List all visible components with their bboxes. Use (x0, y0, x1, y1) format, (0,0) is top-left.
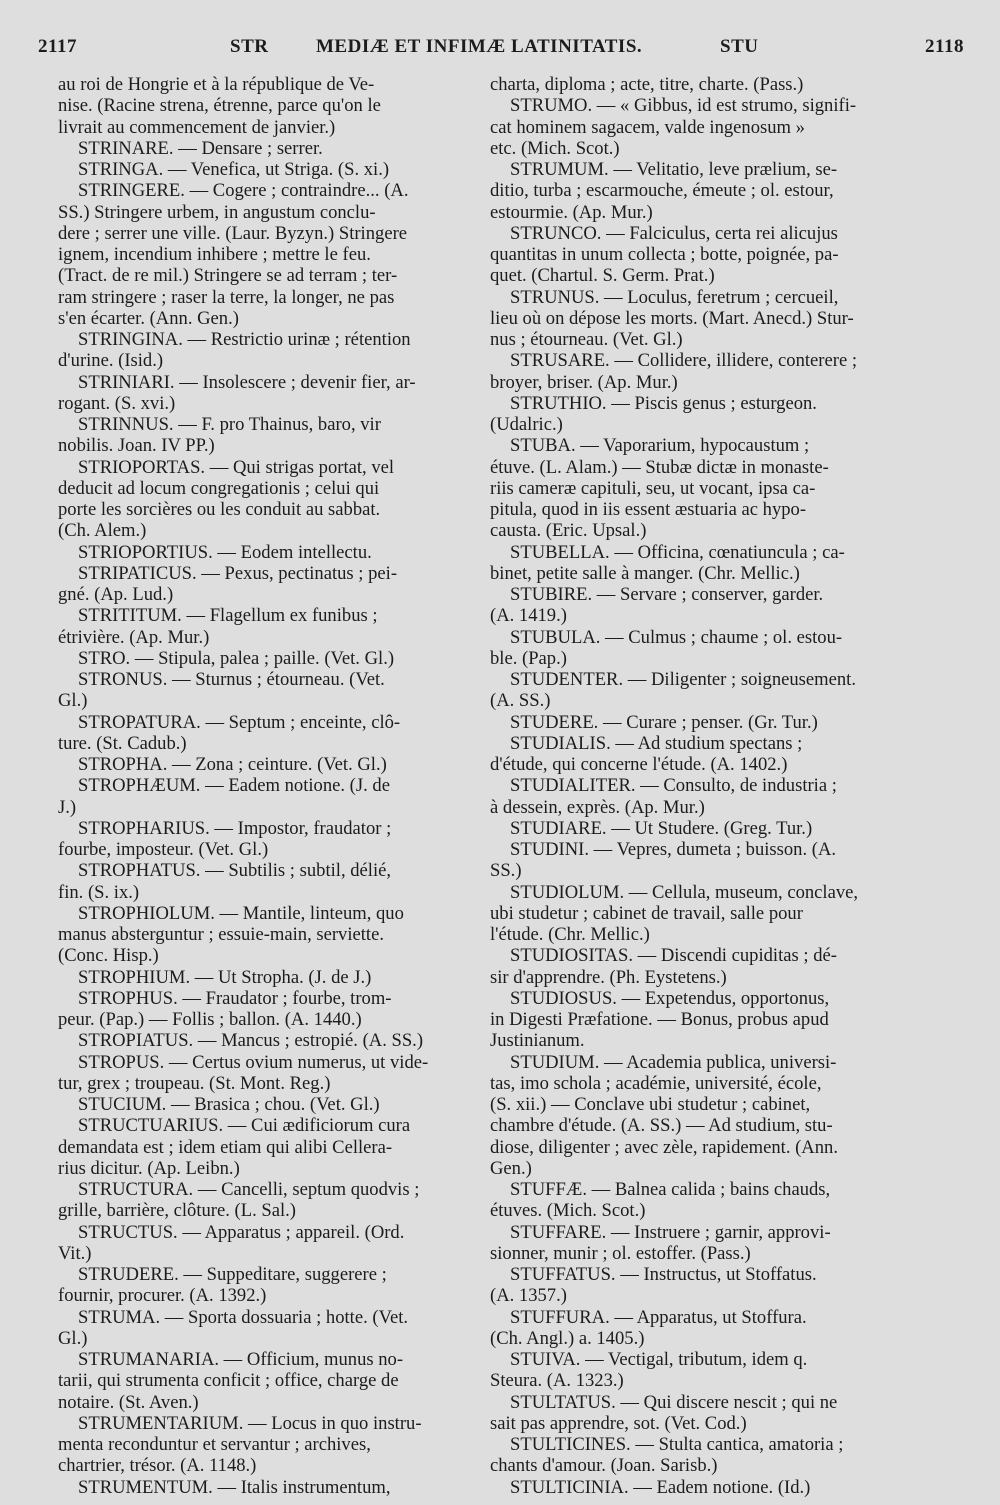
entry-text-line: grille, barrière, clôture. (L. Sal.) (58, 1200, 296, 1222)
entry-headword-line: STUBULA. — Culmus ; chaume ; ol. estou- (510, 626, 843, 648)
entry-text-line: fin. (S. ix.) (58, 881, 140, 903)
entry-headword-line: STRUNUS. — Loculus, feretrum ; cercueil, (510, 286, 839, 308)
right-running-head: STU (720, 36, 759, 57)
entry-headword-line: STRUMENTARIUM. — Locus in quo instru- (78, 1412, 422, 1434)
entry-headword-line: STROPIATUS. — Mancus ; estropié. (A. SS.) (78, 1030, 424, 1052)
entry-text-line: étuve. (L. Alam.) — Stubæ dictæ in monaste- (490, 456, 829, 478)
entry-headword-line: STUDIOSITAS. — Discendi cupiditas ; dé- (510, 945, 837, 967)
entry-text-line: ture. (St. Cadub.) (58, 732, 187, 754)
entry-text-line: Gl.) (58, 1327, 88, 1349)
entry-text-line: nus ; étourneau. (Vet. Gl.) (490, 329, 683, 350)
entry-headword-line: STRUMUM. — Velitatio, leve prælium, se- (510, 159, 838, 180)
entry-text-line: d'étude, qui concerne l'étude. (A. 1402.) (490, 754, 788, 775)
entry-text-line: manus absterguntur ; essuie-main, serviette. (58, 924, 384, 945)
entry-text-line: Vit.) (58, 1242, 92, 1264)
entry-text-line: (A. 1419.) (490, 605, 567, 627)
entry-headword-line: STRINGINA. — Restrictio urinæ ; rétention (78, 329, 411, 350)
entry-headword-line: STRONUS. — Sturnus ; étourneau. (Vet. (78, 669, 385, 690)
entry-headword-line: STULTICINES. — Stulta cantica, amatoria ; (510, 1434, 844, 1455)
entry-text-line: tur, grex ; troupeau. (St. Mont. Reg.) (58, 1072, 331, 1094)
entry-headword-line: STUDIALITER. — Consulto, de industria ; (510, 775, 837, 797)
entry-headword-line: STUFFÆ. — Balnea calida ; bains chauds, (510, 1179, 831, 1200)
entry-headword-line: STRO. — Stipula, palea ; paille. (Vet. Gl.) (78, 647, 395, 669)
entry-headword-line: STUDENTER. — Diligenter ; soigneusement. (510, 669, 856, 690)
entry-text-line: rius dicitur. (Ap. Leibn.) (58, 1157, 240, 1179)
entry-headword-line: STROPATURA. — Septum ; enceinte, clô- (78, 711, 401, 733)
entry-headword-line: STRINIARI. — Insolescere ; devenir fier, ar- (78, 371, 416, 393)
entry-text-line: charta, diploma ; acte, titre, charte. (Pass.) (490, 74, 804, 95)
entry-text-line: ignem, incendium inhibere ; mettre le feu. (58, 244, 371, 265)
entry-text-line: sionner, munir ; ol. estoffer. (Pass.) (490, 1242, 751, 1264)
entry-text-line: au roi de Hongrie et à la république de Ve- (58, 74, 375, 95)
entry-text-line: Gl.) (58, 690, 88, 712)
entry-headword-line: STUBA. — Vaporarium, hypocaustum ; (510, 435, 810, 457)
entry-text-line: fournir, procurer. (A. 1392.) (58, 1285, 267, 1307)
entry-headword-line: STUDIOSUS. — Expetendus, opportonus, (510, 987, 830, 1009)
entry-text-line: ditio, turba ; escarmouche, émeute ; ol. estour, (490, 180, 834, 202)
entry-text-line: sir d'apprendre. (Ph. Eystetens.) (490, 966, 727, 988)
entry-headword-line: STUIVA. — Vectigal, tributum, idem q. (510, 1349, 808, 1370)
entry-text-line: tarii, qui strumenta conficit ; office, charge de (58, 1370, 399, 1392)
entry-text-line: ble. (Pap.) (490, 647, 567, 669)
entry-headword-line: STUDIUM. — Academia publica, universi- (510, 1051, 837, 1073)
entry-headword-line: STRINARE. — Densare ; serrer. (78, 137, 323, 159)
entry-headword-line: STULTICINIA. — Eadem notione. (Id.) (510, 1476, 811, 1498)
entry-headword-line: STROPHÆUM. — Eadem notione. (J. de (78, 775, 390, 797)
entry-text-line: à dessein, exprès. (Ap. Mur.) (490, 796, 705, 818)
entry-headword-line: STUBIRE. — Servare ; conserver, garder. (510, 584, 824, 605)
entry-text-line: pitula, quod in iis essent æstuaria ac hypo- (490, 499, 807, 520)
running-title: MEDIÆ ET INFIMÆ LATINITATIS. (316, 36, 643, 57)
entry-text-line: chambre d'étude. (A. SS.) — Ad studium, stu- (490, 1115, 833, 1137)
entry-text-line: quet. (Chartul. S. Germ. Prat.) (490, 265, 715, 287)
entry-text-line: d'urine. (Isid.) (58, 350, 164, 372)
entry-headword-line: STRUNCO. — Falciculus, certa rei alicujus (510, 222, 838, 244)
entry-text-line: quantitas in unum collecta ; botte, poignée, pa- (490, 244, 839, 265)
right-column (490, 74, 910, 1498)
entry-text-line: sait pas apprendre, sot. (Vet. Cod.) (490, 1412, 747, 1434)
entry-text-line: rogant. (S. xvi.) (58, 392, 176, 414)
entry-text-line: tas, imo schola ; académie, université, école, (490, 1072, 822, 1094)
entry-headword-line: STUDIARE. — Ut Studere. (Greg. Tur.) (510, 817, 813, 839)
entry-headword-line: STRINGERE. — Cogere ; contraindre... (A. (78, 180, 409, 202)
entry-text-line: in Digesti Præfatione. — Bonus, probus apud (490, 1009, 829, 1030)
entry-headword-line: STRUDERE. — Suppeditare, suggerere ; (78, 1264, 387, 1285)
entry-text-line: cat hominem sagacem, valde ingenosum » (490, 116, 805, 138)
entry-text-line: broyer, briser. (Ap. Mur.) (490, 371, 678, 393)
entry-text-line: l'étude. (Chr. Mellic.) (490, 924, 650, 945)
page-header (38, 36, 964, 66)
entry-text-line: etc. (Mich. Scot.) (490, 137, 620, 159)
left-page-number: 2117 (38, 36, 77, 57)
entry-text-line: SS.) (490, 860, 522, 882)
entry-headword-line: STRITITUM. — Flagellum ex funibus ; (78, 605, 378, 627)
entry-text-line: fourbe, imposteur. (Vet. Gl.) (58, 839, 269, 860)
entry-headword-line: STRUMENTUM. — Italis instrumentum, (78, 1476, 391, 1498)
entry-headword-line: STUDIOLUM. — Cellula, museum, conclave, (510, 881, 859, 903)
entry-text-line: demandata est ; idem etiam qui alibi Cellera- (58, 1136, 393, 1158)
entry-headword-line: STUFFURA. — Apparatus, ut Stoffura. (510, 1306, 807, 1328)
entry-text-line: deducit ad locum congregationis ; celui qui (58, 477, 380, 499)
entry-text-line: binet, petite salle à manger. (Chr. Mellic.) (490, 562, 800, 584)
entry-text-line: livrait au commencement de janvier.) (58, 116, 336, 138)
entry-headword-line: STROPHATUS. — Subtilis ; subtil, délié, (78, 860, 392, 882)
entry-text-line: étuves. (Mich. Scot.) (490, 1200, 646, 1222)
entry-headword-line: STRINGA. — Venefica, ut Striga. (S. xi.) (78, 159, 390, 180)
entry-text-line: (Ch. Alem.) (58, 520, 147, 542)
entry-headword-line: STUDINI. — Vepres, dumeta ; buisson. (A. (510, 839, 837, 860)
entry-headword-line: STROPUS. — Certus ovium numerus, ut vide- (78, 1051, 429, 1073)
entry-text-line: porte les sorcières ou les conduit au sabbat. (58, 499, 381, 520)
entry-headword-line: STRUMANARIA. — Officium, munus no- (78, 1349, 404, 1370)
entry-text-line: causta. (Eric. Upsal.) (490, 520, 647, 542)
right-page-number: 2118 (925, 36, 964, 57)
entry-headword-line: STUBELLA. — Officina, cœnatiuncula ; ca- (510, 541, 845, 563)
entry-text-line: (Tract. de re mil.) Stringere se ad terram ; ter- (58, 265, 398, 287)
entry-text-line: chartrier, trésor. (A. 1148.) (58, 1455, 257, 1477)
entry-text-line: (A. 1357.) (490, 1285, 567, 1307)
entry-headword-line: STUDIALIS. — Ad studium spectans ; (510, 732, 803, 754)
left-column (58, 74, 478, 1498)
entry-text-line: estourmie. (Ap. Mur.) (490, 201, 653, 223)
entry-headword-line: STROPHIUM. — Ut Stropha. (J. de J.) (78, 966, 372, 988)
entry-headword-line: STRUSARE. — Collidere, illidere, conterere ; (510, 350, 858, 372)
entry-text-line: (Conc. Hisp.) (58, 945, 159, 967)
entry-text-line: notaire. (St. Aven.) (58, 1391, 199, 1413)
entry-text-line: chants d'amour. (Joan. Sarisb.) (490, 1455, 718, 1477)
entry-headword-line: STRUMA. — Sporta dossuaria ; hotte. (Vet. (78, 1306, 409, 1328)
entry-text-line: (Ch. Angl.) a. 1405.) (490, 1327, 645, 1349)
entry-headword-line: STRINNUS. — F. pro Thainus, baro, vir (78, 414, 381, 435)
entry-text-line: nobilis. Joan. IV PP.) (58, 435, 215, 457)
entry-headword-line: STROPHIOLUM. — Mantile, linteum, quo (78, 902, 404, 924)
entry-text-line: ubi studetur ; cabinet de travail, salle pour (490, 902, 803, 924)
entry-headword-line: STROPHARIUS. — Impostor, fraudator ; (78, 817, 392, 839)
entry-text-line: menta reconduntur et servantur ; archives, (58, 1434, 371, 1455)
entry-text-line: SS.) Stringere urbem, in angustum conclu- (58, 201, 376, 223)
entry-headword-line: STRUCTUARIUS. — Cui ædificiorum cura (78, 1115, 411, 1137)
entry-text-line: nise. (Racine strena, étrenne, parce qu'on le (58, 95, 381, 117)
entry-headword-line: STRUCTURA. — Cancelli, septum quodvis ; (78, 1179, 420, 1200)
entry-text-line: (Udalric.) (490, 414, 563, 435)
entry-headword-line: STROPHUS. — Fraudator ; fourbe, trom- (78, 987, 392, 1009)
entry-headword-line: STRUTHIO. — Piscis genus ; esturgeon. (510, 392, 817, 414)
entry-text-line: étrivière. (Ap. Mur.) (58, 626, 210, 648)
entry-headword-line: STRUCTUS. — Apparatus ; appareil. (Ord. (78, 1221, 405, 1243)
entry-headword-line: STUCIUM. — Brasica ; chou. (Vet. Gl.) (78, 1094, 380, 1115)
entry-headword-line: STROPHA. — Zona ; ceinture. (Vet. Gl.) (78, 754, 387, 775)
entry-text-line: J.) (58, 796, 77, 818)
entry-headword-line: STRIPATICUS. — Pexus, pectinatus ; pei- (78, 562, 398, 584)
entry-text-line: (S. xii.) — Conclave ubi studetur ; cabinet, (490, 1094, 811, 1115)
entry-text-line: Justinianum. (490, 1030, 585, 1052)
entry-text-line: peur. (Pap.) — Follis ; ballon. (A. 1440.) (58, 1009, 362, 1030)
entry-headword-line: STULTATUS. — Qui discere nescit ; qui ne (510, 1391, 838, 1413)
left-running-head: STR (230, 36, 269, 57)
entry-text-line: gné. (Ap. Lud.) (58, 584, 174, 605)
entry-headword-line: STRIOPORTIUS. — Eodem intellectu. (78, 541, 372, 563)
entry-headword-line: STUFFATUS. — Instructus, ut Stoffatus. (510, 1264, 817, 1285)
entry-text-line: dere ; serrer une ville. (Laur. Byzyn.) Stringere (58, 222, 408, 244)
entry-text-line: diose, diligenter ; avec zèle, rapidement. (Ann. (490, 1136, 838, 1158)
entry-headword-line: STUFFARE. — Instruere ; garnir, approvi- (510, 1221, 831, 1243)
entry-headword-line: STRUMO. — « Gibbus, id est strumo, signifi- (510, 95, 857, 117)
entry-headword-line: STUDERE. — Curare ; penser. (Gr. Tur.) (510, 711, 818, 733)
entry-text-line: Steura. (A. 1323.) (490, 1370, 624, 1392)
entry-text-line: ram stringere ; raser la terre, la longer, ne pas (58, 286, 395, 308)
entry-text-line: Gen.) (490, 1157, 532, 1179)
entry-text-line: lieu où on dépose les morts. (Mart. Anecd.) Stur- (490, 307, 854, 329)
entry-headword-line: STRIOPORTAS. — Qui strigas portat, vel (78, 456, 395, 478)
entry-text-line: (A. SS.) (490, 690, 551, 712)
entry-text-line: riis cameræ capituli, seu, ut vocant, ipsa ca- (490, 477, 816, 499)
entry-text-line: s'en écarter. (Ann. Gen.) (58, 307, 239, 329)
